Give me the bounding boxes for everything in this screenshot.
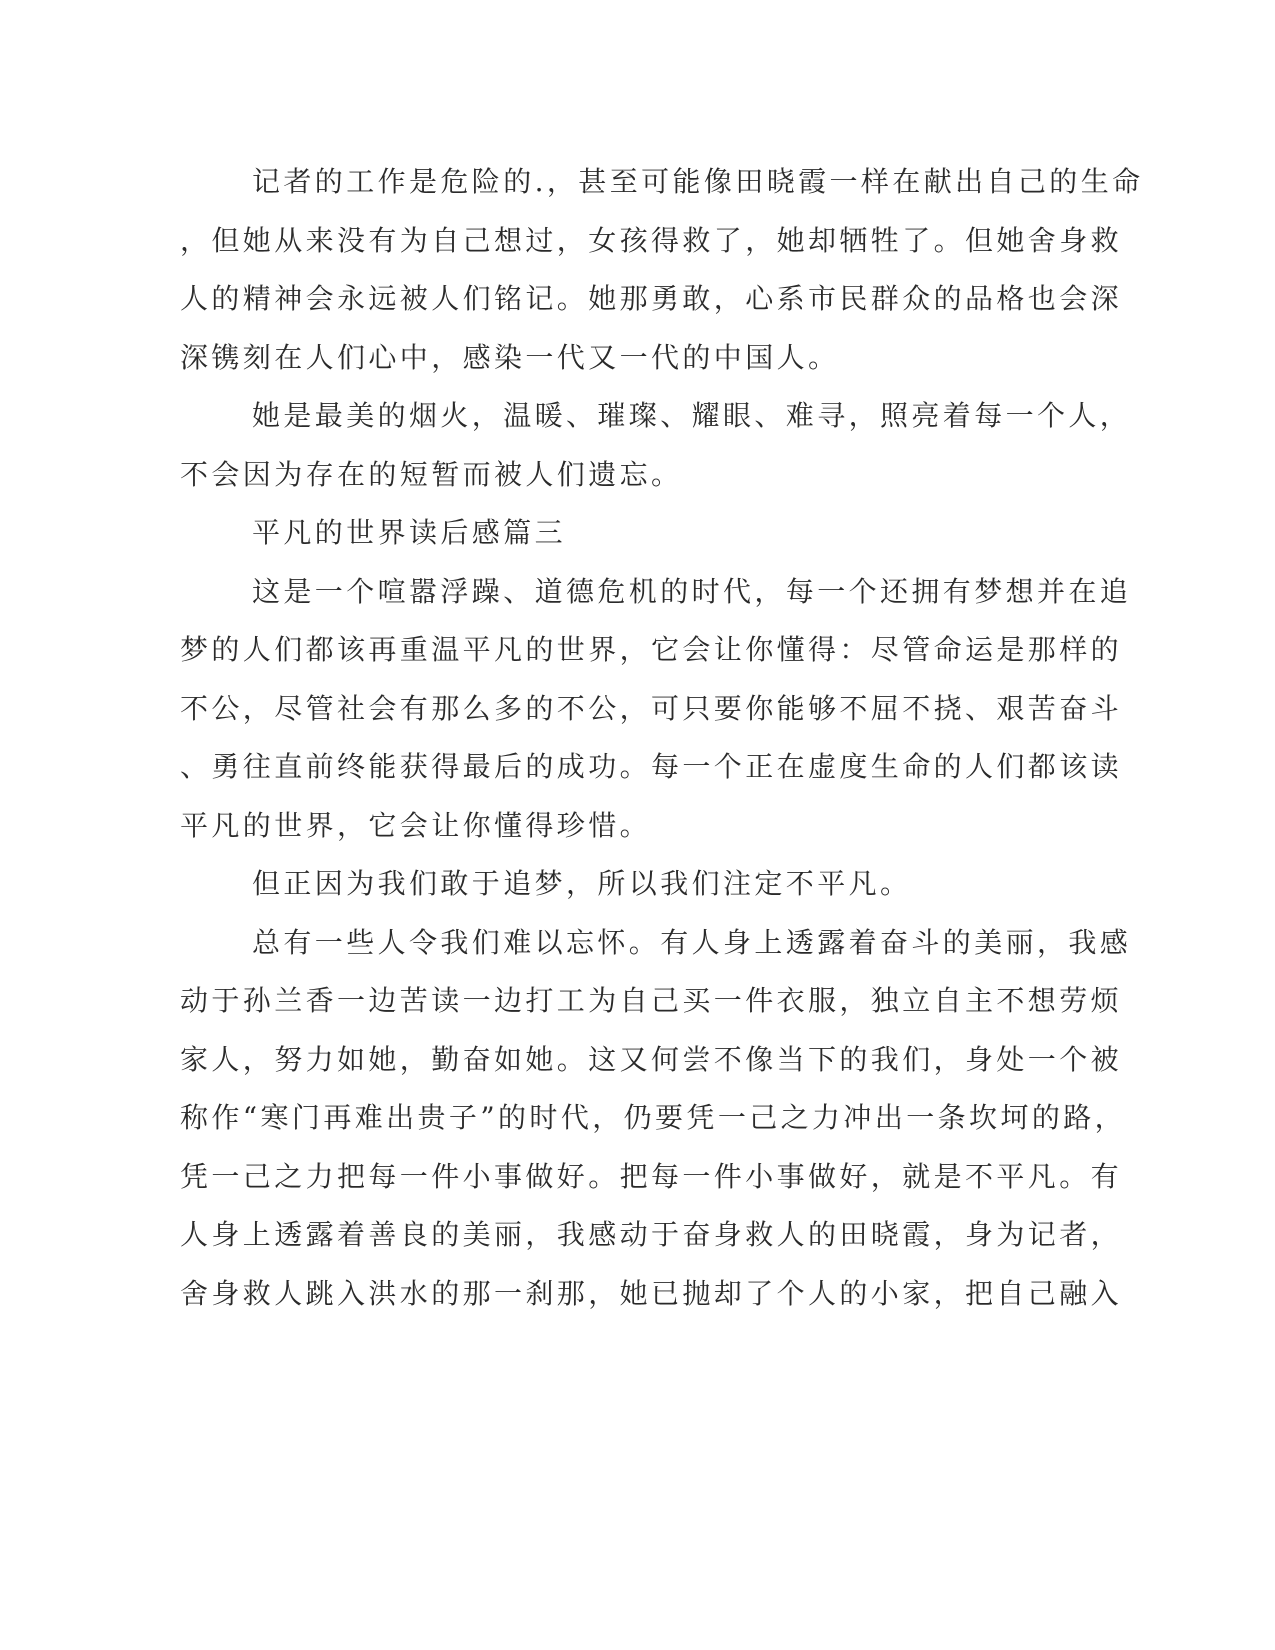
- text-line: 人的精神会永远被人们铭记。她那勇敢，心系市民群众的品格也会深: [180, 282, 1123, 315]
- text-line: 人身上透露着善良的美丽，我感动于奋身救人的田晓霞，身为记者，: [180, 1218, 1123, 1251]
- text-line: 深镌刻在人们心中，感染一代又一代的中国人。: [180, 340, 840, 374]
- text-line: 家人，努力如她，勤奋如她。这又何尝不像当下的我们，身处一个被: [180, 1042, 1123, 1076]
- text-line: 不会因为存在的短暂而被人们遗忘。: [180, 457, 683, 491]
- document-body: [180, 153, 1144, 1323]
- text-line: 但正因为我们敢于追梦，所以我们注定不平凡。: [252, 867, 912, 900]
- text-line: 平凡的世界，它会让你懂得珍惜。: [180, 808, 652, 842]
- text-line: 、勇往直前终能获得最后的成功。每一个正在虚度生命的人们都该读: [180, 750, 1123, 783]
- text-line: ，但她从来没有为自己想过，女孩得救了，她却牺牲了。但她舍身救: [180, 223, 1123, 257]
- text-line: 舍身救人跳入洪水的那一刹那，她已抛却了个人的小家，把自己融入: [180, 1276, 1123, 1310]
- text-line: 总有一些人令我们难以忘怀。有人身上透露着奋斗的美丽，我感: [252, 925, 1132, 959]
- text-line: 凭一己之力把每一件小事做好。把每一件小事做好，就是不平凡。有: [180, 1159, 1123, 1193]
- text-line: 动于孙兰香一边苦读一边打工为自己买一件衣服，独立自主不想劳烦: [180, 984, 1123, 1017]
- text-line: 不公，尽管社会有那么多的不公，可只要你能够不屈不挠、艰苦奋斗: [180, 691, 1123, 725]
- text-line: 这是一个喧嚣浮躁、道德危机的时代，每一个还拥有梦想并在追: [252, 574, 1132, 608]
- text-line: 称作“寒门再难出贵子”的时代，仍要凭一己之力冲出一条坎坷的路，: [180, 1101, 1127, 1134]
- section-heading: 平凡的世界读后感篇三: [252, 516, 567, 549]
- text-line: 梦的人们都该再重温平凡的世界，它会让你懂得：尽管命运是那样的: [180, 633, 1123, 666]
- text-line: 记者的工作是危险的.，甚至可能像田晓霞一样在献出自己的生命: [252, 165, 1144, 198]
- text-line: 她是最美的烟火，温暖、璀璨、耀眼、难寻，照亮着每一个人，: [252, 399, 1132, 432]
